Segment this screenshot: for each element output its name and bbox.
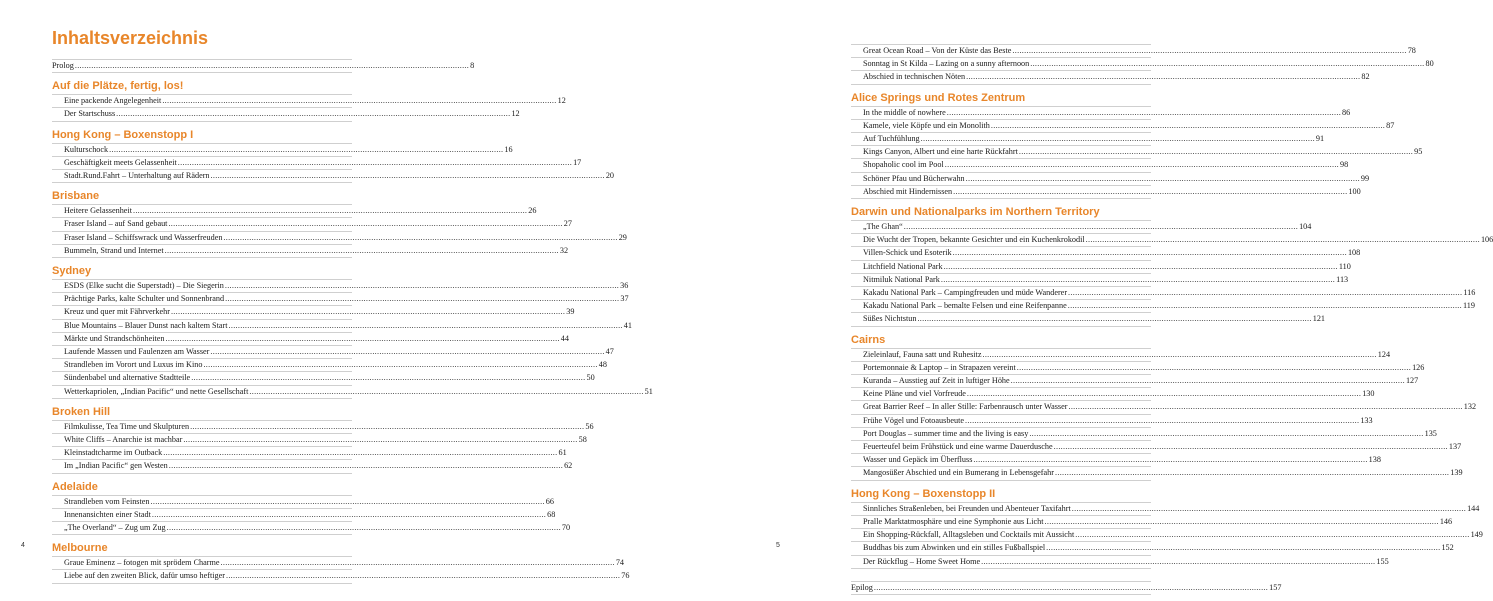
- toc-entry-page: 29: [618, 232, 627, 242]
- section-heading: Hong Kong – Boxenstopp II: [851, 487, 996, 500]
- toc-entry-title: Sonntag in St Kilda – Lazing on a sunny afternoon: [863, 59, 1030, 69]
- toc-entry-title: In the middle of nowhere: [863, 107, 946, 117]
- toc-entry-title: Kamele, viele Köpfe und ein Monolith: [863, 120, 990, 130]
- toc-entry[interactable]: [52, 556, 624, 569]
- toc-entry[interactable]: [851, 312, 1326, 325]
- toc-entry[interactable]: [851, 220, 1312, 233]
- toc-right-column: [851, 44, 1493, 601]
- toc-entry[interactable]: [851, 158, 1349, 171]
- toc-entry[interactable]: [851, 502, 1480, 515]
- toc-entry-title: Laufende Massen und Faulenzen am Wasser: [64, 347, 210, 357]
- toc-entry-title: Wasser und Gepäck im Überfluss: [863, 455, 973, 465]
- toc-entry[interactable]: [52, 217, 572, 230]
- toc-entry-page: 47: [605, 347, 614, 357]
- toc-entry-page: 106: [1480, 235, 1493, 245]
- toc-entry-page: 51: [644, 386, 653, 396]
- toc-entry-list: [851, 502, 1483, 569]
- toc-entry-title: Nitmiluk National Park: [863, 274, 940, 284]
- toc-entry[interactable]: [851, 57, 1434, 70]
- dot-leader: [1068, 401, 1462, 413]
- toc-entry-page: 152: [1441, 543, 1454, 553]
- dot-leader: [965, 415, 1359, 427]
- dot-leader: [1054, 441, 1448, 453]
- toc-entry-page: 144: [1467, 503, 1480, 513]
- toc-entry-page: 87: [1386, 120, 1395, 130]
- toc-entry-page: 99: [1360, 173, 1370, 183]
- toc-entry[interactable]: [52, 420, 594, 433]
- toc-entry-list: [52, 143, 614, 184]
- toc-entry-title: Blue Mountains – Blauer Dunst nach kaltem Start: [64, 320, 228, 330]
- toc-entry-page: 116: [1463, 288, 1476, 298]
- toc-entry[interactable]: [851, 260, 1351, 273]
- toc-entry-title: Zieleinlauf, Fauna satt und Ruhesitz: [863, 349, 982, 359]
- toc-entry-title: Prächtige Parks, kalte Schulter und Sonnenbrand: [64, 294, 225, 304]
- toc-entry-title: Auf Tuchfühlung: [863, 134, 920, 144]
- toc-entry[interactable]: [851, 132, 1325, 145]
- dot-leader: [1055, 467, 1449, 479]
- toc-entry-page: 62: [564, 461, 573, 471]
- toc-entry-title: Mangosüßer Abschied und ein Bumerang in Lebensgefahr: [863, 468, 1054, 478]
- toc-entry-page: 127: [1405, 376, 1419, 386]
- toc-entry-title: Abschied mit Hindernissen: [863, 186, 953, 196]
- toc-entry-page: 137: [1448, 442, 1462, 452]
- toc-entry-list: [851, 220, 1493, 327]
- toc-entry[interactable]: [851, 414, 1373, 427]
- toc-entry-page: 78: [1407, 46, 1416, 55]
- section-heading: Broken Hill: [52, 405, 111, 418]
- toc-entry[interactable]: [851, 374, 1419, 387]
- toc-entry[interactable]: [851, 541, 1454, 554]
- dot-leader: [953, 186, 1347, 198]
- dot-leader: [921, 133, 1315, 145]
- toc-entry[interactable]: [52, 569, 630, 582]
- toc-entry[interactable]: [52, 371, 595, 384]
- toc-entry-page: 12: [511, 109, 520, 119]
- toc-entry-page: 113: [1336, 274, 1349, 284]
- toc-entry-title: „The Overland“ – Zug um Zug: [64, 523, 166, 533]
- toc-entry[interactable]: [52, 332, 569, 345]
- toc-entry-page: 48: [598, 360, 607, 370]
- dot-leader: [1072, 503, 1466, 515]
- toc-entry-page: 108: [1347, 248, 1361, 258]
- toc-entry-title: Liebe auf den zweiten Blick, dafür umso heftiger: [64, 571, 225, 581]
- toc-entry-title: Fraser Island – Schiffswrack und Wasserfreuden: [64, 232, 223, 242]
- toc-entry-page: 139: [1450, 468, 1463, 478]
- section-heading: Alice Springs und Rotes Zentrum: [851, 91, 1026, 104]
- toc-entry-title: Abschied in technischen Nöten: [863, 72, 966, 82]
- toc-entry[interactable]: [851, 246, 1361, 259]
- toc-entry-page: 155: [1376, 556, 1389, 566]
- dot-leader: [1017, 362, 1411, 374]
- dot-leader: [1068, 287, 1462, 299]
- toc-entry[interactable]: [851, 581, 1282, 594]
- toc-entry[interactable]: [851, 515, 1453, 528]
- section-heading: Sydney: [52, 265, 92, 278]
- toc-entry-title: Kakadu National Park – Campingfreuden und müde Wanderer: [863, 288, 1068, 298]
- toc-entry-title: Kulturschock: [64, 144, 109, 154]
- dot-leader: [981, 556, 1375, 568]
- toc-entry[interactable]: [851, 273, 1349, 286]
- toc-entry[interactable]: [52, 358, 607, 371]
- toc-left-column: [52, 59, 653, 590]
- toc-entry[interactable]: [52, 292, 629, 305]
- toc-entry[interactable]: [52, 59, 475, 72]
- toc-entry-title: Portemonnaie & Laptop – in Strapazen vereint: [863, 362, 1016, 372]
- toc-entry-list: [52, 59, 475, 73]
- toc-entry-title: Pralle Marktatmosphäre und eine Symphonie aus Licht: [863, 516, 1044, 526]
- toc-entry[interactable]: [52, 459, 573, 472]
- toc-entry[interactable]: [851, 286, 1476, 299]
- toc-entry[interactable]: [52, 446, 567, 459]
- toc-entry-page: 124: [1377, 349, 1391, 359]
- toc-entry-page: 17: [573, 157, 582, 167]
- toc-entry-title: Buddhas bis zum Abwinken und ein stilles Fußballspiel: [863, 543, 1046, 553]
- dot-leader: [982, 349, 1376, 361]
- toc-entry-page: 70: [561, 523, 571, 533]
- toc-entry-page: 66: [545, 496, 554, 506]
- toc-entry-title: Port Douglas – summer time and the living is easy: [863, 428, 1029, 438]
- toc-entry-title: Great Barrier Reef – In aller Stille: Farbenrausch unter Wasser: [863, 402, 1068, 412]
- toc-entry-list: [851, 581, 1282, 595]
- toc-entry[interactable]: [52, 279, 629, 292]
- toc-entry-page: 74: [615, 558, 624, 568]
- toc-entry-title: Strandleben vom Feinsten: [64, 496, 150, 506]
- toc-entry-title: Strandleben im Vorort und Luxus im Kino: [64, 360, 203, 370]
- toc-entry[interactable]: [851, 528, 1483, 541]
- toc-entry-list: [851, 106, 1423, 199]
- toc-entry-page: 135: [1424, 428, 1437, 438]
- toc-entry-page: 12: [557, 96, 566, 106]
- toc-entry-page: 32: [559, 245, 569, 255]
- toc-entry-page: 119: [1463, 301, 1475, 311]
- toc-entry-page: 104: [1299, 222, 1312, 232]
- dot-leader: [226, 570, 620, 582]
- toc-entry[interactable]: [851, 145, 1423, 158]
- toc-entry[interactable]: [52, 319, 632, 332]
- toc-entry-page: 126: [1412, 362, 1425, 372]
- toc-entry-title: Wetterkapriolen, „Indian Pacific“ und nette Gesellschaft: [64, 386, 249, 396]
- toc-entry[interactable]: [52, 107, 520, 120]
- toc-entry-list: [52, 420, 594, 474]
- page-number-right: 5: [776, 542, 780, 549]
- dot-leader: [1068, 300, 1462, 312]
- toc-entry[interactable]: [851, 440, 1462, 453]
- dot-leader: [1030, 58, 1424, 70]
- toc-entry[interactable]: [851, 555, 1389, 568]
- toc-entry[interactable]: [851, 44, 1416, 57]
- toc-entry[interactable]: [851, 119, 1395, 132]
- toc-entry[interactable]: [851, 106, 1351, 119]
- toc-entry-title: Kakadu National Park – bemalte Felsen und eine Reifenpanne: [863, 301, 1067, 311]
- toc-entry-list: [52, 495, 571, 536]
- toc-entry-page: 110: [1338, 261, 1351, 271]
- dot-leader: [1029, 428, 1423, 440]
- section-heading: Hong Kong – Boxenstopp I: [52, 128, 194, 141]
- toc-entry-title: Great Ocean Road – Von der Küste das Beste: [863, 46, 1012, 55]
- dot-leader: [953, 247, 1347, 259]
- toc-entry-title: Prolog: [52, 61, 74, 70]
- toc-entry-title: Sündenbabel und alternative Stadtteile: [64, 373, 191, 383]
- toc-entry-page: 39: [566, 307, 575, 317]
- toc-entry[interactable]: [851, 299, 1475, 312]
- toc-entry[interactable]: [52, 345, 614, 358]
- toc-entry-title: Fraser Island – auf Sand gebaut: [64, 219, 168, 229]
- dot-leader: [1045, 516, 1439, 528]
- toc-entry[interactable]: [52, 495, 554, 508]
- toc-entry-title: Kleinstadtcharme im Outback: [64, 448, 163, 458]
- toc-entry-list: [52, 279, 653, 399]
- toc-entry-page: 98: [1340, 160, 1349, 170]
- dot-leader: [1012, 45, 1406, 57]
- toc-entry-title: Stadt.Rund.Fahrt – Unterhaltung auf Rädern: [64, 171, 210, 181]
- toc-entry[interactable]: [851, 400, 1477, 413]
- toc-entry-title: Frühe Vögel und Fotoausbeute: [863, 415, 965, 425]
- toc-entry-list: [52, 94, 566, 121]
- toc-entry-title: Schöner Pfau und Bücherwahn: [863, 173, 965, 183]
- toc-entry-page: 37: [620, 294, 629, 304]
- toc-entry-page: 68: [547, 509, 556, 519]
- toc-entry-title: Die Wucht der Tropen, bekannte Gesichter und ein Kuchenkrokodil: [863, 235, 1085, 245]
- toc-entry-page: 20: [605, 171, 614, 181]
- toc-entry-page: 133: [1360, 415, 1373, 425]
- toc-entry[interactable]: [52, 244, 569, 257]
- toc-entry[interactable]: [851, 466, 1463, 479]
- toc-entry-page: 146: [1439, 516, 1453, 526]
- toc-entry-page: 50: [586, 373, 595, 383]
- toc-entry-page: 56: [585, 421, 594, 431]
- toc-entry-title: ESDS (Elke sucht die Superstadt) – Die Siegerin: [64, 281, 224, 291]
- section-heading: Cairns: [851, 333, 886, 346]
- toc-entry[interactable]: [851, 348, 1391, 361]
- toc-entry-title: Heitere Gelassenheit: [64, 206, 132, 216]
- toc-entry-page: 8: [470, 61, 475, 70]
- section-heading: Auf die Plätze, fertig, los!: [52, 80, 184, 93]
- toc-entry-title: Kuranda – Ausstieg auf Zeit in luftiger Höhe: [863, 376, 1010, 386]
- toc-entry-title: Eine packende Angelegenheit: [64, 96, 162, 106]
- toc-entry[interactable]: [52, 143, 513, 156]
- toc-entry-list: [52, 556, 630, 583]
- toc-entry[interactable]: [851, 172, 1370, 185]
- toc-entry-title: Bummeln, Strand und Internet: [64, 245, 164, 255]
- dot-leader: [973, 454, 1367, 466]
- dot-leader: [991, 120, 1385, 132]
- toc-entry-page: 44: [560, 333, 569, 343]
- toc-entry[interactable]: [52, 169, 614, 182]
- toc-entry-title: Villen-Schick und Esoterik: [863, 248, 952, 258]
- toc-entry-page: 26: [528, 206, 537, 216]
- toc-entry[interactable]: [52, 521, 571, 534]
- toc-entry-list: [851, 44, 1434, 85]
- toc-entry-list: [851, 348, 1477, 481]
- toc-entry-title: Shopaholic cool im Pool: [863, 160, 944, 170]
- toc-entry-title: „The Ghan“: [863, 222, 903, 232]
- toc-entry-title: Innenansichten einer Stadt: [64, 509, 151, 519]
- toc-entry-page: 149: [1470, 530, 1483, 540]
- dot-leader: [1019, 146, 1413, 158]
- toc-entry-title: Der Startschuss: [64, 109, 116, 119]
- left-page: [0, 0, 653, 581]
- toc-entry-title: Kings Canyon, Albert und eine harte Rückfahrt: [863, 147, 1018, 157]
- toc-entry-page: 36: [620, 281, 629, 291]
- dot-leader: [917, 313, 1311, 325]
- toc-entry[interactable]: [52, 204, 537, 217]
- toc-entry[interactable]: [52, 385, 653, 398]
- toc-entry[interactable]: [851, 387, 1375, 400]
- toc-entry[interactable]: [52, 231, 627, 244]
- toc-entry[interactable]: [851, 185, 1361, 198]
- dot-leader: [1086, 234, 1480, 246]
- toc-entry-page: 41: [623, 320, 632, 330]
- toc-entry-title: Epilog: [851, 582, 873, 592]
- toc-entry[interactable]: [52, 156, 582, 169]
- toc-entry-title: Feuerteufel beim Frühstück und eine warme Dauerdusche: [863, 442, 1053, 452]
- toc-entry[interactable]: [851, 453, 1381, 466]
- toc-entry-page: 76: [621, 571, 630, 581]
- dot-leader: [966, 71, 1360, 83]
- toc-entry[interactable]: [851, 233, 1493, 246]
- toc-entry-title: Der Rückflug – Home Sweet Home: [863, 556, 981, 566]
- toc-entry-page: 130: [1362, 389, 1375, 399]
- section-heading: Darwin und Nationalparks im Northern Territory: [851, 206, 1100, 219]
- page-number-left: 4: [21, 542, 25, 549]
- toc-entry-page: 91: [1315, 134, 1325, 144]
- toc-entry-page: 61: [558, 448, 567, 458]
- dot-leader: [967, 388, 1361, 400]
- dot-leader: [874, 582, 1268, 594]
- toc-entry-title: White Cliffs – Anarchie ist machbar: [64, 435, 183, 445]
- dot-leader: [1011, 375, 1405, 387]
- toc-entry-page: 157: [1269, 582, 1282, 592]
- toc-entry-page: 100: [1348, 186, 1361, 196]
- toc-entry-page: 80: [1425, 59, 1434, 69]
- toc-entry-title: Geschäftigkeit meets Gelassenheit: [64, 157, 177, 167]
- dot-leader: [1075, 529, 1469, 541]
- section-heading: Adelaide: [52, 480, 98, 493]
- toc-entry-page: 16: [504, 144, 513, 154]
- toc-entry-page: 27: [563, 219, 572, 229]
- toc-entry[interactable]: [851, 427, 1437, 440]
- dot-leader: [941, 274, 1335, 286]
- toc-entry-title: Ein Shopping-Rückfall, Alltagsleben und Cocktails mit Aussicht: [863, 530, 1075, 540]
- section-heading: Melbourne: [52, 542, 108, 555]
- dot-leader: [947, 107, 1341, 119]
- toc-entry-title: Märkte und Strandschönheiten: [64, 333, 165, 343]
- toc-entry-title: Sinnliches Straßenleben, bei Freunden und Abenteuer Taxifahrt: [863, 503, 1071, 513]
- toc-entry-page: 82: [1361, 72, 1370, 82]
- toc-entry-title: Keine Pläne und viel Vorfreude: [863, 389, 966, 399]
- toc-entry-page: 86: [1342, 107, 1351, 117]
- toc-entry-list: [52, 204, 627, 258]
- toc-entry-title: Litchfield National Park: [863, 261, 943, 271]
- dot-leader: [966, 173, 1360, 185]
- toc-entry-title: Filmkulisse, Tea Time und Skulpturen: [64, 421, 190, 431]
- toc-entry[interactable]: [52, 508, 556, 521]
- dot-leader: [904, 221, 1298, 233]
- toc-entry-page: 138: [1368, 455, 1381, 465]
- toc-entry[interactable]: [851, 70, 1370, 83]
- toc-entry-title: Graue Eminenz – fotogen mit sprödem Charme: [64, 558, 220, 568]
- toc-entry[interactable]: [52, 433, 587, 446]
- toc-entry-title: Süßes Nichtstun: [863, 314, 917, 324]
- dot-leader: [1046, 542, 1440, 554]
- page-title: Inhaltsverzeichnis: [52, 28, 209, 48]
- toc-entry-title: Im „Indian Pacific“ gen Westen: [64, 461, 168, 471]
- toc-entry-title: Kreuz und quer mit Fährverkehr: [64, 307, 170, 317]
- section-heading: Brisbane: [52, 190, 100, 203]
- toc-entry-page: 121: [1312, 314, 1326, 324]
- dot-leader: [944, 261, 1338, 273]
- toc-entry-page: 132: [1463, 402, 1477, 412]
- toc-entry-page: 95: [1414, 147, 1423, 157]
- toc-entry-page: 58: [578, 435, 587, 445]
- toc-entry[interactable]: [52, 305, 575, 318]
- toc-entry[interactable]: [52, 94, 566, 107]
- toc-entry[interactable]: [851, 361, 1425, 374]
- dot-leader: [945, 159, 1339, 171]
